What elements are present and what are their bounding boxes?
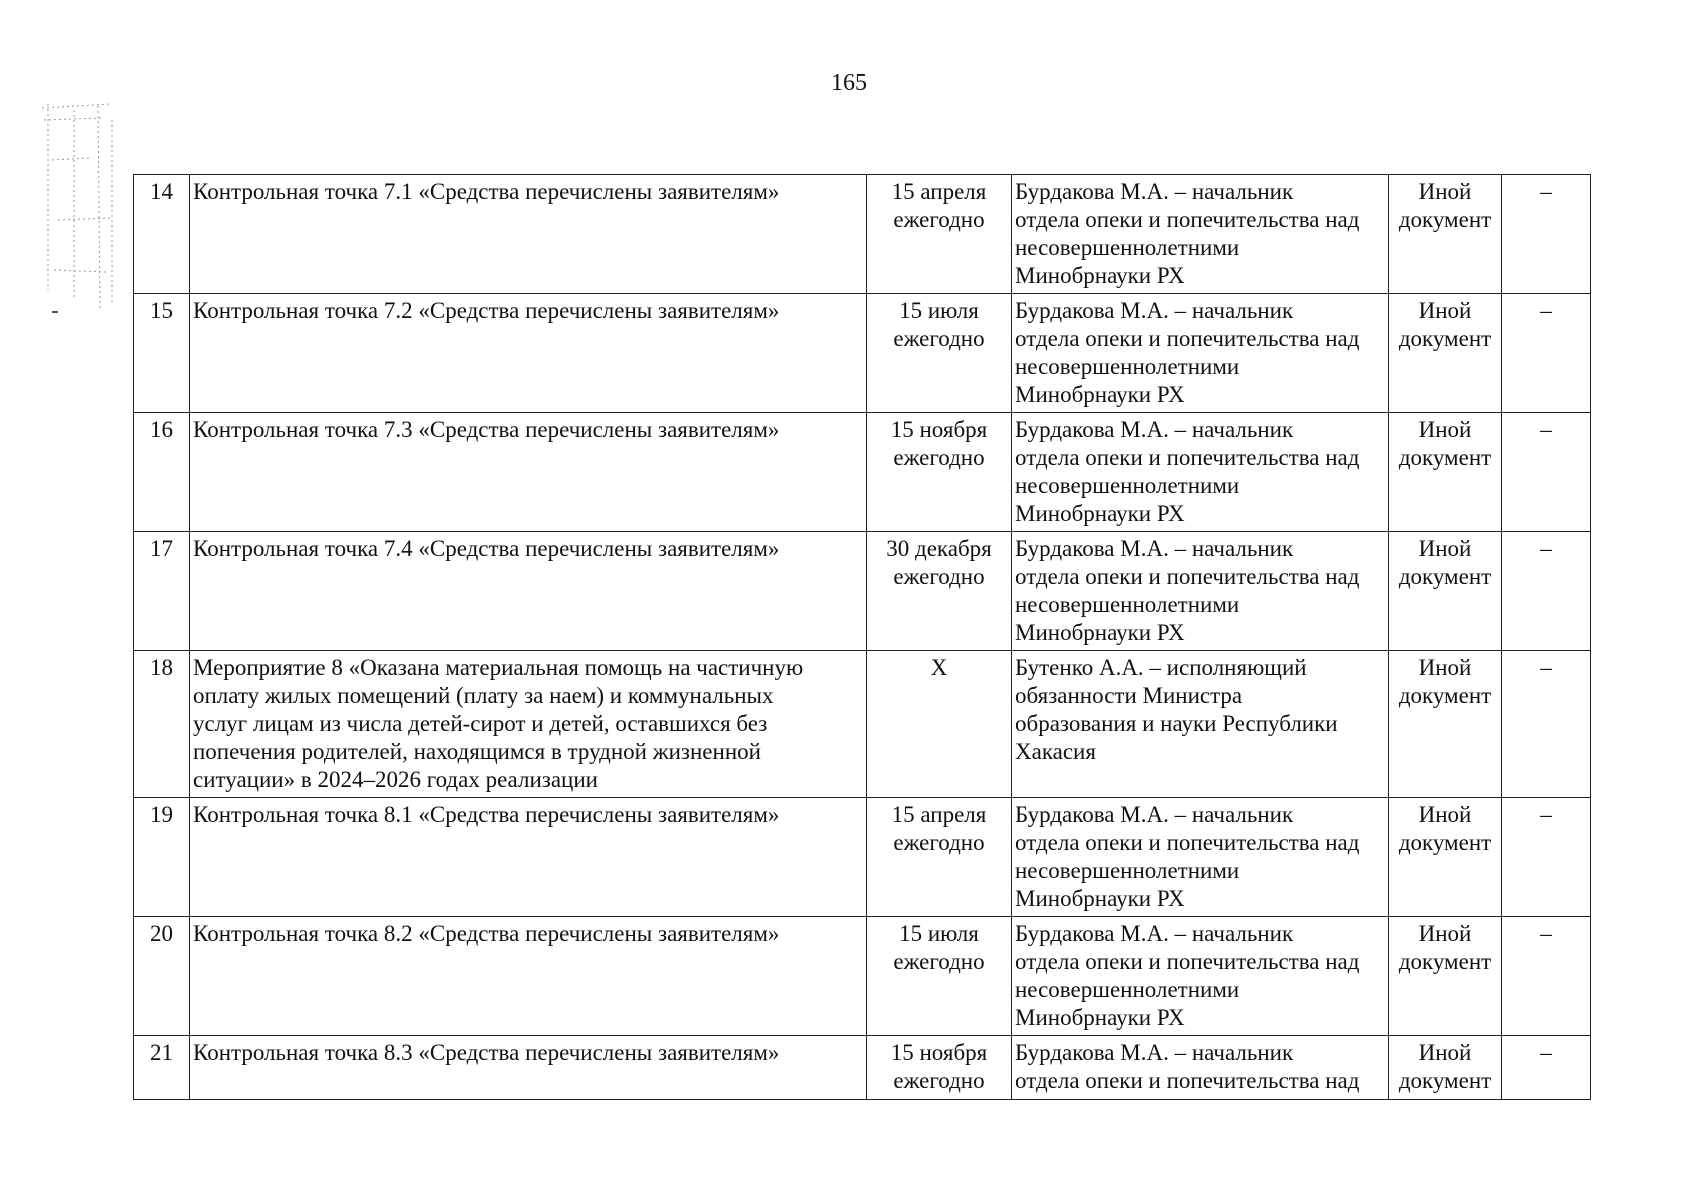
table-row (134, 413, 1591, 532)
deadline-date: X (930, 655, 948, 680)
activity-name-line: услуг лицам из числа детей-сирот и детей, оставшихся без (193, 711, 768, 736)
note-cell: – (1502, 917, 1591, 1036)
document-type-line: Иной (1418, 1040, 1472, 1065)
deadline-frequency: ежегодно (893, 1068, 985, 1093)
document-type-cell (1389, 917, 1502, 1036)
document-type-cell (1389, 175, 1502, 294)
document-type-line: документ (1398, 207, 1492, 232)
document-type-line: Иной (1418, 655, 1472, 680)
responsible-line: Бурдакова М.А. – начальник (1015, 921, 1294, 946)
responsible-line: несовершеннолетними (1015, 858, 1240, 883)
responsible-line: Бурдакова М.А. – начальник (1015, 179, 1294, 204)
document-type-line: документ (1398, 949, 1492, 974)
document-type-line: Иной (1418, 298, 1472, 323)
document-type-line: документ (1398, 683, 1492, 708)
responsible-line: Бутенко А.А. – исполняющий (1015, 655, 1307, 680)
control-point-name: Контрольная точка 7.3 «Средства перечислены заявителям» (190, 413, 867, 532)
document-type-line: Иной (1418, 536, 1472, 561)
deadline-frequency: ежегодно (893, 564, 985, 589)
responsible-line: обязанности Министра (1015, 683, 1243, 708)
responsible-cell (1012, 175, 1389, 294)
page-number: 165 (831, 70, 867, 96)
table-row (134, 532, 1591, 651)
document-type-line: документ (1398, 445, 1492, 470)
deadline-date: 15 июля (899, 921, 979, 946)
control-point-name: Контрольная точка 7.1 «Средства перечислены заявителям» (190, 175, 867, 294)
responsible-line: отдела опеки и попечительства над (1015, 326, 1360, 351)
row-number: 18 (134, 651, 190, 798)
table-row (134, 917, 1591, 1036)
deadline-date: 15 апреля (891, 802, 987, 827)
note-cell: – (1502, 651, 1591, 798)
responsible-line: отдела опеки и попечительства над (1015, 830, 1360, 855)
activity-name-line: оплату жилых помещений (плату за наем) и коммунальных (193, 683, 774, 708)
control-point-name: Контрольная точка 8.2 «Средства перечислены заявителям» (190, 917, 867, 1036)
document-type-line: Иной (1418, 921, 1472, 946)
responsible-line: несовершеннолетними (1015, 977, 1240, 1002)
note-cell: – (1502, 798, 1591, 917)
row-number: 20 (134, 917, 190, 1036)
document-type-line: документ (1398, 564, 1492, 589)
responsible-line: Минобрнауки РХ (1015, 620, 1185, 645)
responsible-line: Минобрнауки РХ (1015, 501, 1185, 526)
table-row (134, 651, 1591, 798)
deadline-frequency: ежегодно (893, 207, 985, 232)
responsible-line: образования и науки Республики (1015, 711, 1338, 736)
deadline-date: 15 апреля (891, 179, 987, 204)
scan-artifact-marks (40, 100, 120, 320)
deadline-frequency: ежегодно (893, 445, 985, 470)
activity-name-line: ситуации» в 2024–2026 годах реализации (193, 767, 598, 792)
responsible-line: Минобрнауки РХ (1015, 382, 1185, 407)
activity-name-line: попечения родителей, находящимся в трудной жизненной (193, 739, 761, 764)
responsible-line: Минобрнауки РХ (1015, 1005, 1185, 1030)
document-type-line: документ (1398, 1068, 1492, 1093)
responsible-line: Бурдакова М.А. – начальник (1015, 802, 1294, 827)
deadline-date: 30 декабря (886, 536, 992, 561)
table-row (134, 1036, 1591, 1100)
responsible-line: отдела опеки и попечительства над (1015, 207, 1360, 232)
deadline-frequency: ежегодно (893, 830, 985, 855)
table-row (134, 798, 1591, 917)
row-number: 19 (134, 798, 190, 917)
deadline-frequency: ежегодно (893, 949, 985, 974)
control-points-table (133, 174, 1591, 1100)
deadline-date: 15 июля (899, 298, 979, 323)
control-point-name: Контрольная точка 7.2 «Средства перечислены заявителям» (190, 294, 867, 413)
deadline-cell (867, 651, 1012, 798)
document-type-cell (1389, 651, 1502, 798)
responsible-line: Минобрнауки РХ (1015, 886, 1185, 911)
document-type-line: документ (1398, 830, 1492, 855)
deadline-cell (867, 294, 1012, 413)
row-number: 14 (134, 175, 190, 294)
responsible-line: Бурдакова М.А. – начальник (1015, 1040, 1294, 1065)
responsible-cell (1012, 798, 1389, 917)
note-cell: – (1502, 1036, 1591, 1100)
document-type-cell (1389, 1036, 1502, 1100)
row-number: 15 (134, 294, 190, 413)
document-type-cell (1389, 413, 1502, 532)
responsible-line: отдела опеки и попечительства над (1015, 445, 1360, 470)
responsible-line: Минобрнауки РХ (1015, 263, 1185, 288)
document-type-line: Иной (1418, 417, 1472, 442)
responsible-cell (1012, 413, 1389, 532)
responsible-line: Бурдакова М.А. – начальник (1015, 536, 1294, 561)
row-number: 16 (134, 413, 190, 532)
document-type-line: Иной (1418, 179, 1472, 204)
responsible-line: Бурдакова М.А. – начальник (1015, 417, 1294, 442)
deadline-frequency: ежегодно (893, 326, 985, 351)
deadline-cell (867, 175, 1012, 294)
responsible-line: несовершеннолетними (1015, 473, 1240, 498)
deadline-cell (867, 532, 1012, 651)
responsible-cell (1012, 917, 1389, 1036)
control-point-name: Контрольная точка 7.4 «Средства перечислены заявителям» (190, 532, 867, 651)
deadline-cell (867, 917, 1012, 1036)
note-cell: – (1502, 532, 1591, 651)
responsible-cell (1012, 651, 1389, 798)
deadline-cell (867, 413, 1012, 532)
deadline-date: 15 ноября (890, 417, 988, 442)
responsible-line: несовершеннолетними (1015, 592, 1240, 617)
responsible-line: отдела опеки и попечительства над (1015, 949, 1360, 974)
responsible-line: несовершеннолетними (1015, 354, 1240, 379)
activity-name (190, 651, 867, 798)
responsible-line: Бурдакова М.А. – начальник (1015, 298, 1294, 323)
responsible-line: отдела опеки и попечительства над (1015, 1068, 1360, 1093)
deadline-cell (867, 798, 1012, 917)
document-type-cell (1389, 532, 1502, 651)
deadline-cell (867, 1036, 1012, 1100)
row-number: 17 (134, 532, 190, 651)
document-type-cell (1389, 294, 1502, 413)
responsible-cell (1012, 294, 1389, 413)
table-row (134, 175, 1591, 294)
note-cell: – (1502, 413, 1591, 532)
control-point-name: Контрольная точка 8.3 «Средства перечислены заявителям» (190, 1036, 867, 1100)
control-point-name: Контрольная точка 8.1 «Средства перечислены заявителям» (190, 798, 867, 917)
responsible-line: отдела опеки и попечительства над (1015, 564, 1360, 589)
activity-name-line: Мероприятие 8 «Оказана материальная помощь на частичную (193, 655, 804, 680)
document-type-line: документ (1398, 326, 1492, 351)
responsible-cell (1012, 532, 1389, 651)
document-type-cell (1389, 798, 1502, 917)
responsible-line: несовершеннолетними (1015, 235, 1240, 260)
responsible-line: Хакасия (1015, 739, 1096, 764)
row-number: 21 (134, 1036, 190, 1100)
document-type-line: Иной (1418, 802, 1472, 827)
note-cell: – (1502, 175, 1591, 294)
deadline-date: 15 ноября (890, 1040, 988, 1065)
responsible-cell (1012, 1036, 1389, 1100)
note-cell: – (1502, 294, 1591, 413)
table-row (134, 294, 1591, 413)
